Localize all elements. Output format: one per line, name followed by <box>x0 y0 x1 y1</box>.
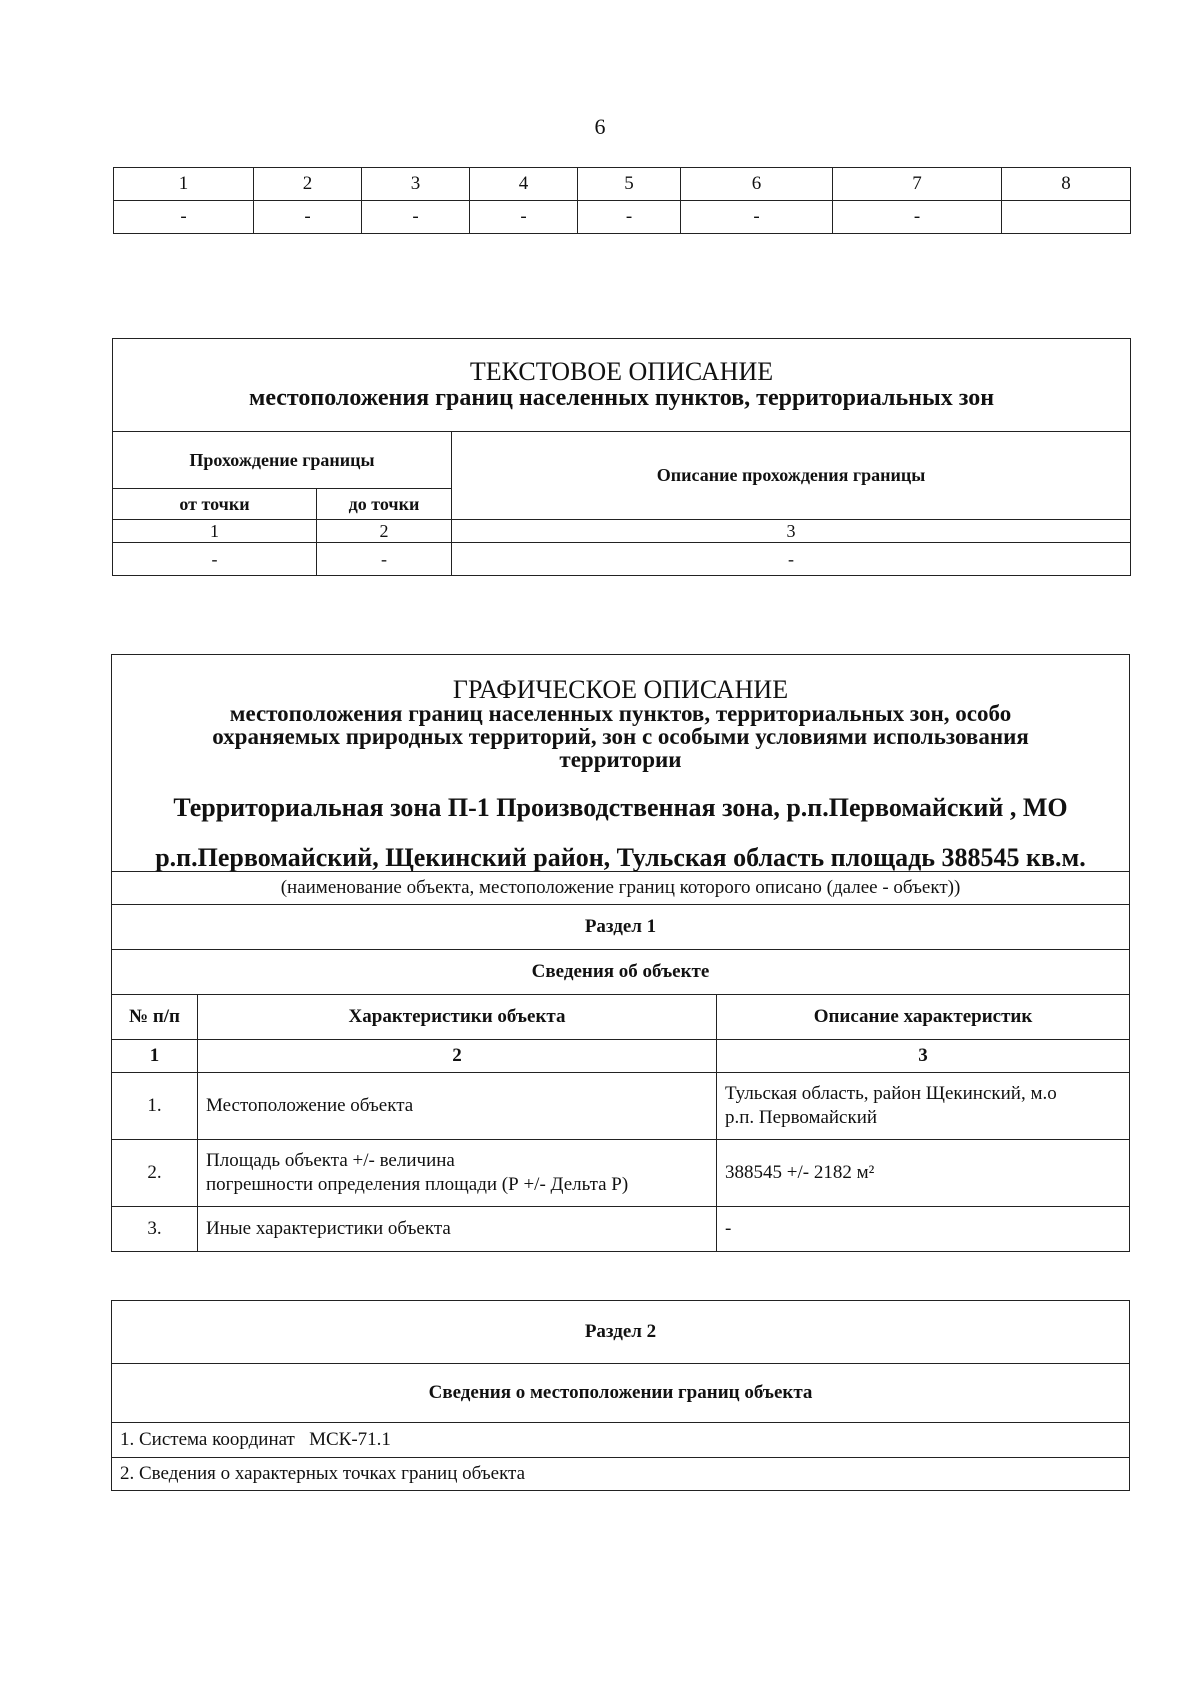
area-label-line-1: Площадь объекта +/- величина <box>206 1150 455 1171</box>
column-header-characteristic: Характеристики объекта <box>198 995 717 1040</box>
table-cell: - <box>470 201 578 234</box>
object-name-line-1: Территориальная зона П-1 Производственная зона, р.п.Первомайский , МО <box>173 793 1068 822</box>
table-row <box>112 1207 1130 1252</box>
table-cell: - <box>578 201 681 234</box>
table-cell: 3. <box>112 1207 198 1252</box>
table-cell: 4 <box>470 168 578 201</box>
table-cell: 2. <box>112 1140 198 1207</box>
table-cell: - <box>717 1207 1130 1252</box>
section2-subtitle: Сведения о местоположении границ объекта <box>112 1364 1130 1423</box>
table-cell: - <box>254 201 362 234</box>
table-cell: 3 <box>717 1040 1130 1073</box>
table-header-row <box>114 168 1131 201</box>
column-header-num: № п/п <box>112 995 198 1040</box>
graphic-description-subtitle-3: территории <box>559 747 682 772</box>
table-cell: - <box>833 201 1002 234</box>
area-label-line-2: погрешности определения площади (Р +/- Дельта Р) <box>206 1174 629 1195</box>
table-cell: 8 <box>1002 168 1131 201</box>
table-cell: 6 <box>681 168 833 201</box>
section1-title: Раздел 1 <box>112 905 1130 950</box>
table-cell: 3 <box>362 168 470 201</box>
table-cell: 7 <box>833 168 1002 201</box>
table-cell: - <box>362 201 470 234</box>
table-cell: 5 <box>578 168 681 201</box>
table-cell: 1. <box>112 1073 198 1140</box>
table-cell: Иные характеристики объекта <box>198 1207 717 1252</box>
section2-title: Раздел 2 <box>112 1301 1130 1364</box>
section2-table <box>111 1300 1130 1491</box>
graphic-description-subtitle-1: местоположения границ населенных пунктов, территориальных зон, особо <box>229 701 1012 726</box>
text-description-title: ТЕКСТОВОЕ ОПИСАНИЕ <box>469 357 774 386</box>
table-row <box>112 1073 1130 1140</box>
table-cell: - <box>681 201 833 234</box>
object-caption: (наименование объекта, местоположение границ которого описано (далее - объект)) <box>112 872 1130 905</box>
table-cell <box>1002 201 1131 234</box>
column-header-characteristic-description: Описание характеристик <box>717 995 1130 1040</box>
table-cell <box>717 1073 1130 1140</box>
text-description-heading <box>113 339 1131 432</box>
column-header-passage: Прохождение границы <box>113 432 452 489</box>
section1-subtitle: Сведения об объекте <box>112 950 1130 995</box>
table-row <box>112 1040 1130 1073</box>
table-cell: 388545 +/- 2182 м² <box>717 1140 1130 1207</box>
table-row <box>114 201 1131 234</box>
coordinate-system: 1. Система координат МСК-71.1 <box>112 1423 1130 1458</box>
graphic-description-table <box>111 654 1130 1252</box>
boundary-points-info: 2. Сведения о характерных точках границ объекта <box>112 1458 1130 1491</box>
table-cell: 2 <box>254 168 362 201</box>
graphic-description-title: ГРАФИЧЕСКОЕ ОПИСАНИЕ <box>452 675 789 704</box>
table-cell: - <box>317 543 452 576</box>
table-cell: - <box>452 543 1131 576</box>
table-cell: 1 <box>114 168 254 201</box>
table-cell: 3 <box>452 520 1131 543</box>
graphic-description-heading <box>112 655 1130 872</box>
column-header-to: до точки <box>317 489 452 520</box>
text-description-subtitle: местоположения границ населенных пунктов, территориальных зон <box>248 385 995 411</box>
table-cell <box>198 1140 717 1207</box>
column-header-description: Описание прохождения границы <box>452 432 1131 520</box>
table-row <box>112 1140 1130 1207</box>
graphic-description-subtitle-2: охраняемых природных территорий, зон с особыми условиями использования <box>212 724 1029 749</box>
column-header-from: от точки <box>113 489 317 520</box>
page-number: 6 <box>594 114 606 139</box>
table-row <box>113 520 1131 543</box>
object-name-line-2: р.п.Первомайский, Щекинский район, Тульская область площадь 388545 кв.м. <box>155 843 1086 872</box>
table-cell: - <box>113 543 317 576</box>
table-cell: - <box>114 201 254 234</box>
table-cell: 2 <box>317 520 452 543</box>
location-line-1: Тульская область, район Щекинский, м.о <box>725 1083 1057 1104</box>
table-cell: 2 <box>198 1040 717 1073</box>
table-cell: 1 <box>112 1040 198 1073</box>
table-cell: 1 <box>113 520 317 543</box>
top-table <box>113 167 1131 234</box>
text-description-table <box>112 338 1131 576</box>
table-cell: Местоположение объекта <box>198 1073 717 1140</box>
location-line-2: р.п. Первомайский <box>725 1107 878 1128</box>
table-row <box>113 543 1131 576</box>
